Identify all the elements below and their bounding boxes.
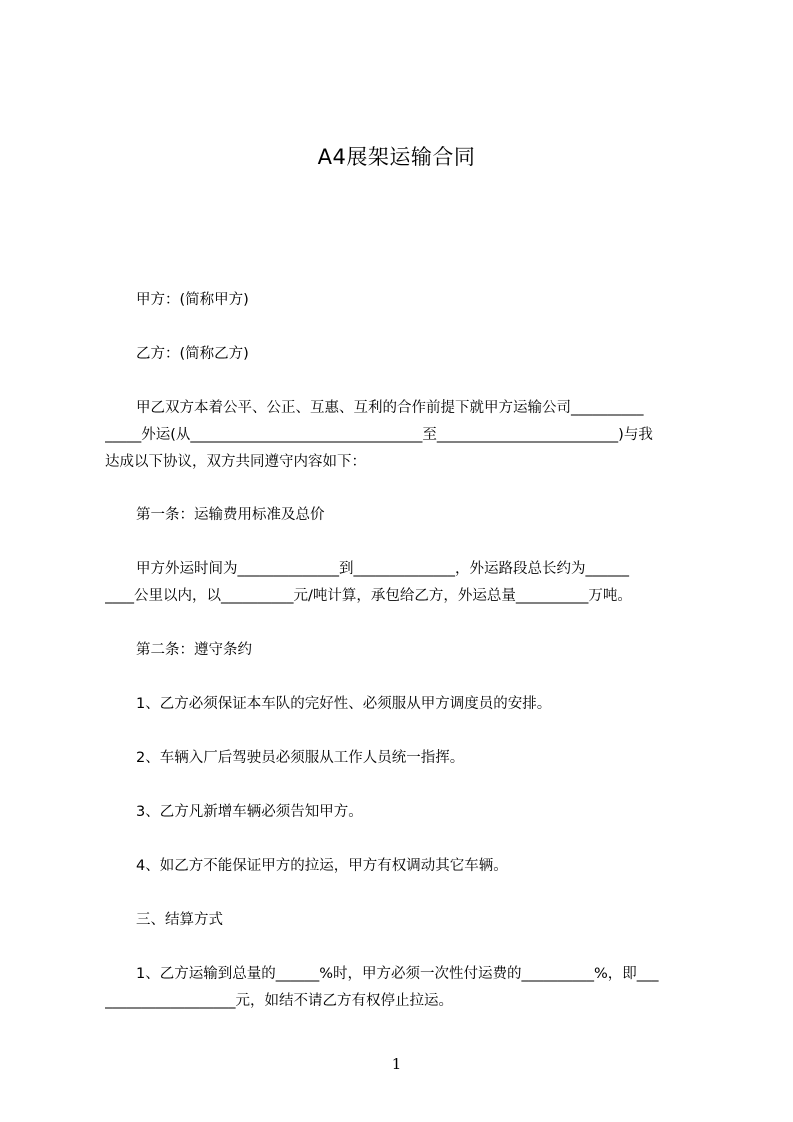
document-title: A4展架运输合同 bbox=[317, 145, 476, 169]
section-3-item-1-line-1: 1、乙方运输到总量的______%时，甲方必须一次性付运费的__________%，即___ bbox=[136, 966, 659, 982]
section-3-item-1-line-2: __________________元，如结不请乙方有权停止拉运。 bbox=[105, 993, 453, 1009]
preamble-line-1: 甲乙双方本着公平、公正、互惠、互利的合作前提下就甲方运输公司__________ bbox=[136, 400, 644, 416]
section-3-heading: 三、结算方式 bbox=[136, 912, 223, 928]
page-number: 1 bbox=[391, 1055, 402, 1073]
article-2-item-1: 1、乙方必须保证本车队的完好性、必须服从甲方调度员的安排。 bbox=[136, 696, 552, 712]
article-1-line-1: 甲方外运时间为______________到______________，外运路段总长约为______ bbox=[136, 561, 629, 577]
article-2-item-4: 4、如乙方不能保证甲方的拉运，甲方有权调动其它车辆。 bbox=[136, 858, 508, 874]
article-1-heading: 第一条：运输费用标准及总价 bbox=[136, 507, 325, 523]
preamble-line-3: 达成以下协议，双方共同遵守内容如下： bbox=[105, 454, 366, 470]
party-a-line: 甲方：(简称甲方) bbox=[136, 292, 249, 308]
preamble-line-2: _____外运(从________________________________至_________________________)与我 bbox=[105, 427, 653, 443]
article-2-heading: 第二条：遵守条约 bbox=[136, 642, 252, 658]
article-2-item-3: 3、乙方凡新增车辆必须告知甲方。 bbox=[136, 804, 363, 820]
party-b-line: 乙方：(简称乙方) bbox=[136, 346, 249, 362]
article-2-item-2: 2、车辆入厂后驾驶员必须服从工作人员统一指挥。 bbox=[136, 750, 465, 766]
article-1-line-2: ____公里以内，以__________元/吨计算，承包给乙方，外运总量__________万吨。 bbox=[105, 588, 632, 604]
